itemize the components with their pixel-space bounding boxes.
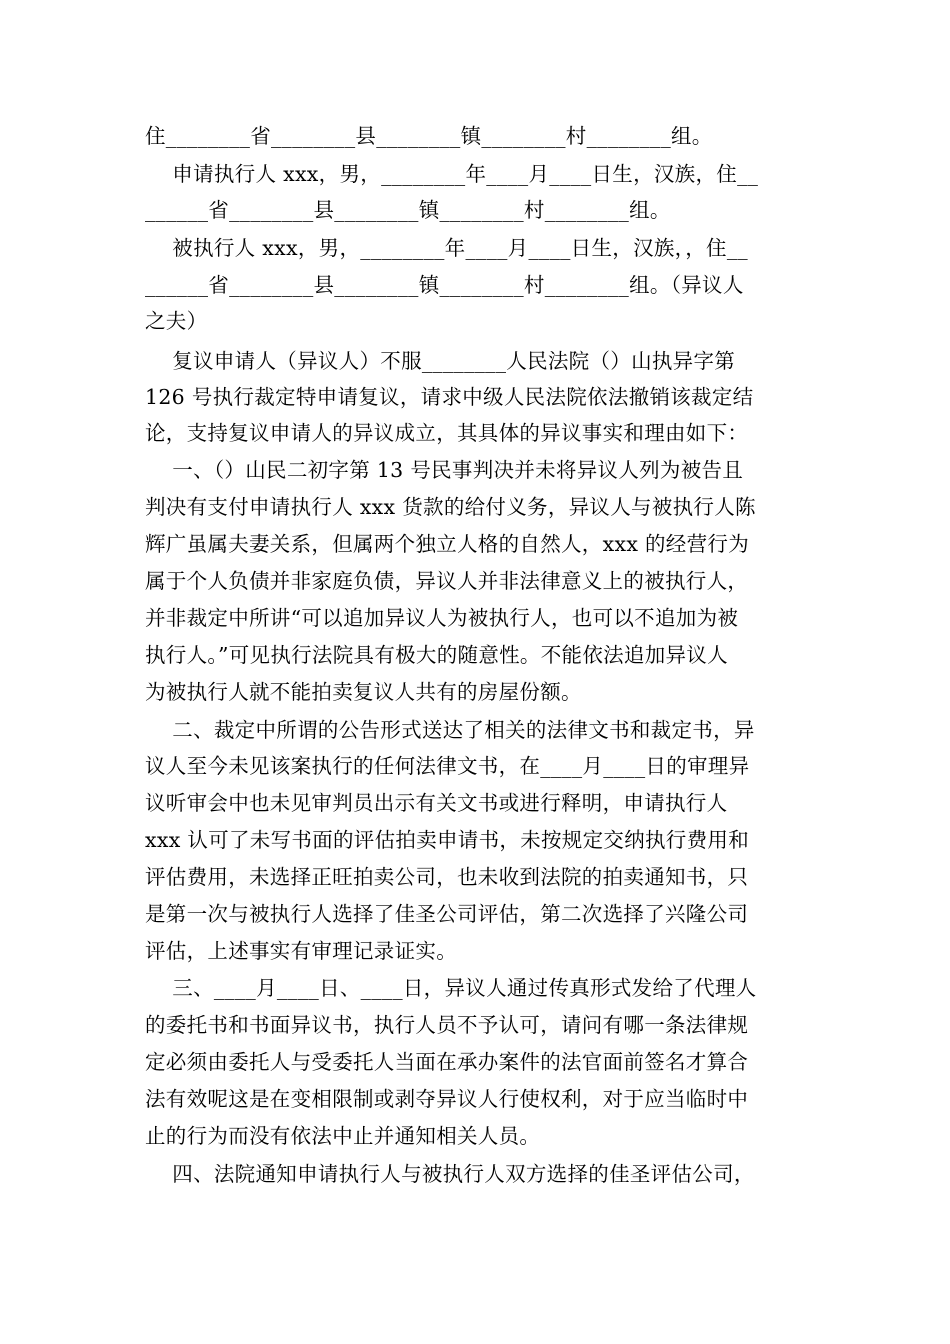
text-line: 住________省________县________镇________村________组。 (145, 124, 713, 148)
text-line: 的委托书和书面异议书，执行人员不予认可，请问有哪一条法律规 (145, 1013, 749, 1037)
text-line: 申请执行人 xxx，男，________年____月____日生，汉族，住__ (145, 162, 759, 186)
text-line: 三、____月____日、____日，异议人通过传真形式发给了代理人 (145, 976, 757, 1000)
text-line: ______省________县________镇________村________组。（异议人 (145, 273, 744, 297)
text-line: 议听审会中也未见审判员出示有关文书或进行释明，申请执行人 (145, 791, 728, 815)
text-line: 评估，上述事实有审理记录证实。 (145, 939, 457, 963)
text-line: 止的行为而没有依法中止并通知相关人员。 (145, 1124, 541, 1148)
text-line: 复议申请人（异议人）不服________人民法院（）山执异字第 (145, 349, 736, 373)
text-line: 执行人。”可见执行法院具有极大的随意性。不能依法追加异议人 (145, 643, 728, 667)
text-line: 并非裁定中所讲“可以追加异议人为被执行人，也可以不追加为被 (145, 606, 739, 630)
text-line: 议人至今未见该案执行的任何法律文书，在____月____日的审理异 (145, 754, 750, 778)
text-line: xxx 认可了未写书面的评估拍卖申请书，未按规定交纳执行费用和 (145, 828, 749, 852)
text-line: 定必须由委托人与受委托人当面在承办案件的法官面前签名才算合 (145, 1050, 749, 1074)
text-line: 评估费用，未选择正旺拍卖公司，也未收到法院的拍卖通知书，只 (145, 865, 749, 889)
text-line: 126 号执行裁定特申请复议，请求中级人民法院依法撤销该裁定结 (145, 385, 754, 409)
text-line: 法有效呢这是在变相限制或剥夺异议人行使权利，对于应当临时中 (145, 1087, 749, 1111)
text-line: ______省________县________镇________村________组。 (145, 198, 671, 222)
text-line: 四、法院通知申请执行人与被执行人双方选择的佳圣评估公司， (145, 1162, 755, 1186)
text-line: 属于个人负债并非家庭负债，异议人并非法律意义上的被执行人， (145, 569, 749, 593)
text-line: 为被执行人就不能拍卖复议人共有的房屋份额。 (145, 680, 582, 704)
text-line: 论，支持复议申请人的异议成立，其具体的异议事实和理由如下： (145, 421, 749, 445)
text-line: 被执行人 xxx，男，________年____月____日生，汉族，，住__ (145, 236, 748, 260)
text-line: 之夫） (145, 309, 208, 333)
text-line: 二、裁定中所谓的公告形式送达了相关的法律文书和裁定书，异 (145, 718, 755, 742)
text-line: 判决有支付申请执行人 xxx 货款的给付义务，异议人与被执行人陈 (145, 495, 756, 519)
text-line: 辉广虽属夫妻关系，但属两个独立人格的自然人，xxx 的经营行为 (145, 532, 749, 556)
text-line: 一、（）山民二初字第 13 号民事判决并未将异议人列为被告且 (145, 458, 744, 482)
text-line: 是第一次与被执行人选择了佳圣公司评估，第二次选择了兴隆公司 (145, 902, 749, 926)
